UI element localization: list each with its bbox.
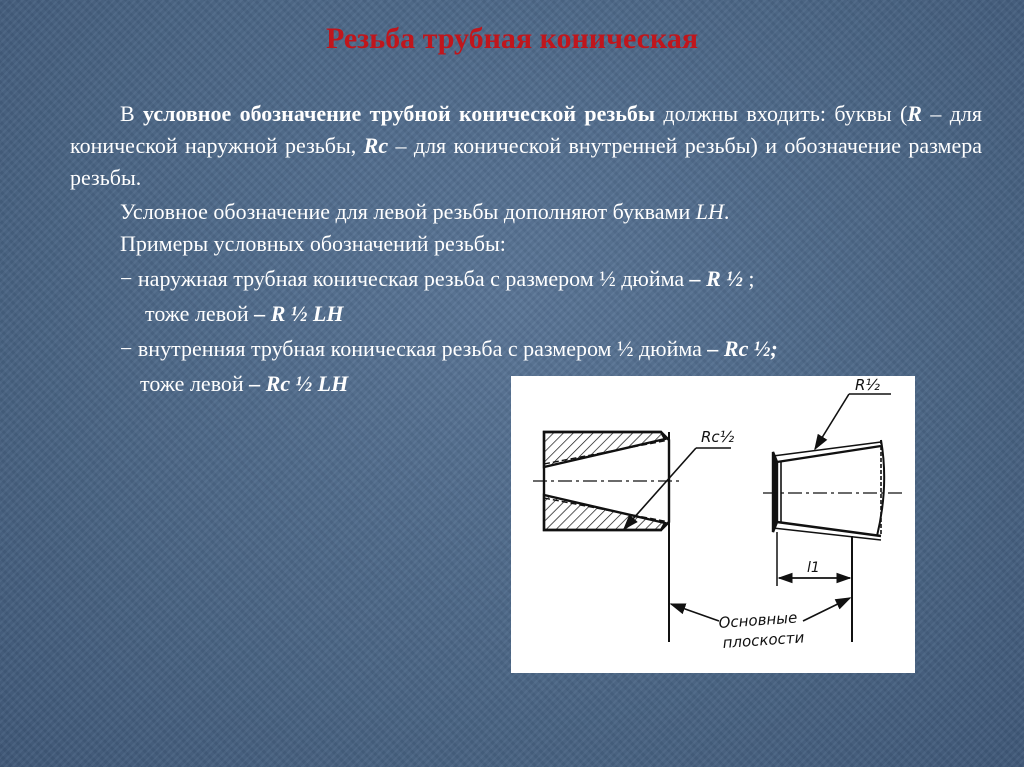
label-r-half: R½ bbox=[855, 376, 880, 394]
text-run: − наружная трубная коническая резьба с размером ½ дюйма bbox=[120, 266, 690, 291]
label-l1: l1 bbox=[807, 560, 820, 576]
designation-r-half-lh: – R ½ LH bbox=[254, 301, 344, 326]
text-run: должны входить: буквы ( bbox=[655, 101, 908, 126]
label-basic-planes-2: плоскости bbox=[722, 628, 805, 652]
label-rc-half: Rc½ bbox=[701, 428, 735, 446]
designation-rc-half-lh: – Rc ½ LH bbox=[249, 371, 349, 396]
text-run: – для конической внутренней резьбы) и обозначение размера резьбы. bbox=[70, 133, 982, 190]
text-run-lh: LH bbox=[695, 199, 724, 224]
paragraph-left-thread bbox=[120, 196, 980, 228]
text-run-rc: Rc bbox=[363, 133, 389, 158]
text-run: – для конической наружной резьбы, bbox=[70, 101, 982, 158]
paragraph-designation bbox=[70, 98, 982, 194]
example-internal-left bbox=[140, 368, 500, 400]
leader-r bbox=[815, 394, 891, 449]
dimension-l1 bbox=[777, 532, 850, 586]
label-basic-planes-1: Основные bbox=[718, 608, 798, 632]
text-run-bold: условное обозначение трубной конической резьбы bbox=[143, 101, 656, 126]
text-run: Условное обозначение для левой резьбы дополняют буквами bbox=[120, 199, 696, 224]
example-external-thread bbox=[120, 263, 1000, 295]
text-run: В bbox=[120, 101, 144, 126]
text-run: . bbox=[723, 199, 730, 224]
text-run-r: R bbox=[907, 101, 922, 126]
designation-rc-half: – Rc ½; bbox=[707, 336, 778, 361]
example-external-left bbox=[145, 298, 645, 330]
thread-drawing-svg bbox=[511, 376, 915, 673]
thread-drawing-figure bbox=[511, 376, 915, 673]
text-run: − внутренняя трубная коническая резьба с размером ½ дюйма bbox=[120, 336, 708, 361]
example-internal-thread bbox=[120, 333, 1010, 365]
paragraph-examples-heading bbox=[120, 228, 980, 260]
text-run: тоже левой bbox=[140, 371, 250, 396]
text-run: ; bbox=[742, 266, 755, 291]
text-run: тоже левой bbox=[145, 301, 255, 326]
internal-thread-section bbox=[544, 432, 669, 642]
designation-r-half: – R ½ bbox=[689, 266, 743, 291]
slide-title: Резьба трубная коническая bbox=[325, 22, 699, 55]
text-run: Примеры условных обозначений резьбы: bbox=[120, 231, 506, 256]
